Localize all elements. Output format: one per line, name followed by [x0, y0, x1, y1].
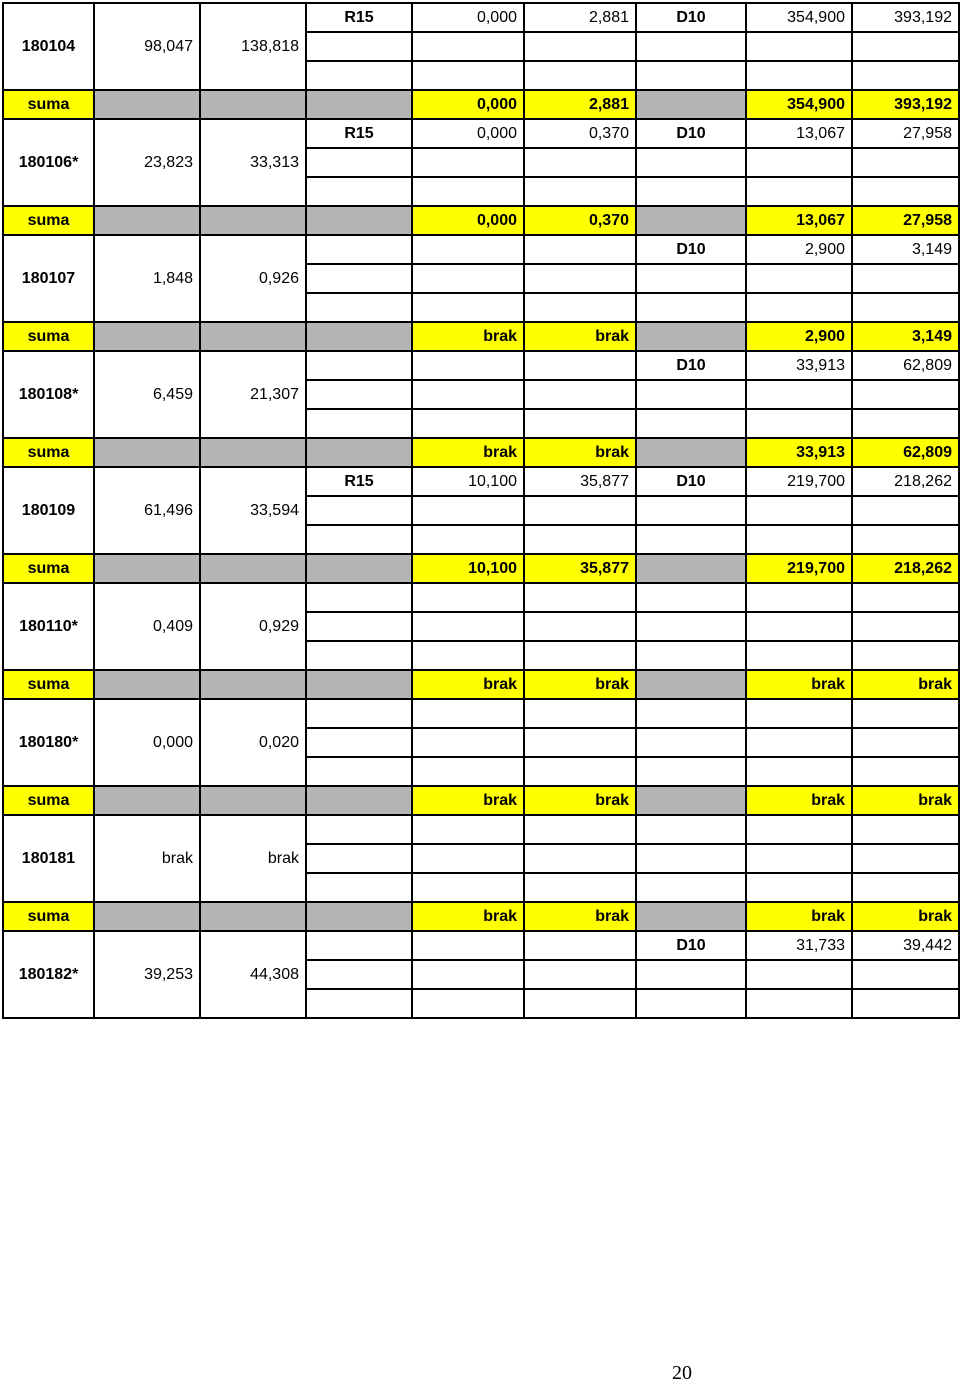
- cell-value: [746, 844, 852, 873]
- suma-value: 2,900: [746, 322, 852, 351]
- value-col2: 98,047: [94, 3, 200, 90]
- cell-value: [412, 61, 524, 90]
- cell-value: [524, 351, 636, 380]
- value-col3: 21,307: [200, 351, 306, 438]
- value-col3: 44,308: [200, 931, 306, 1018]
- suma-value: 0,000: [412, 90, 524, 119]
- suma-row: [3, 322, 959, 351]
- value-col3: 0,020: [200, 699, 306, 786]
- table-row: [3, 235, 959, 264]
- cell-value: [852, 728, 959, 757]
- cell-value: [412, 496, 524, 525]
- cell-value: [524, 32, 636, 61]
- cell-value: [412, 32, 524, 61]
- cell-value: [412, 380, 524, 409]
- suma-value: 13,067: [746, 206, 852, 235]
- suma-gray-cell: [94, 206, 200, 235]
- value-col3: 0,926: [200, 235, 306, 322]
- cell-value: [412, 699, 524, 728]
- process-code-d: [636, 728, 746, 757]
- cell-value: 39,442: [852, 931, 959, 960]
- suma-value: brak: [852, 670, 959, 699]
- cell-value: [412, 525, 524, 554]
- suma-label: suma: [3, 322, 94, 351]
- process-code-d: [636, 612, 746, 641]
- cell-value: [412, 815, 524, 844]
- suma-value: 27,958: [852, 206, 959, 235]
- suma-gray-cell: [94, 786, 200, 815]
- cell-value: [524, 641, 636, 670]
- cell-value: [746, 525, 852, 554]
- process-code-r: [306, 380, 412, 409]
- suma-row: [3, 206, 959, 235]
- process-code-d: [636, 496, 746, 525]
- process-code-d: [636, 757, 746, 786]
- cell-value: 218,262: [852, 467, 959, 496]
- process-code-r: [306, 757, 412, 786]
- cell-value: [746, 293, 852, 322]
- cell-value: [746, 148, 852, 177]
- suma-gray-cell: [636, 902, 746, 931]
- process-code-d: D10: [636, 931, 746, 960]
- cell-value: 27,958: [852, 119, 959, 148]
- cell-value: [412, 641, 524, 670]
- cell-value: [412, 293, 524, 322]
- process-code-d: D10: [636, 351, 746, 380]
- suma-gray-cell: [306, 206, 412, 235]
- process-code-r: [306, 612, 412, 641]
- cell-value: [412, 757, 524, 786]
- cell-value: 13,067: [746, 119, 852, 148]
- cell-value: [412, 177, 524, 206]
- process-code-r: [306, 641, 412, 670]
- suma-value: brak: [746, 670, 852, 699]
- cell-value: [524, 612, 636, 641]
- cell-value: 0,000: [412, 119, 524, 148]
- cell-value: [852, 409, 959, 438]
- cell-value: 354,900: [746, 3, 852, 32]
- suma-value: 62,809: [852, 438, 959, 467]
- process-code-r: [306, 496, 412, 525]
- process-code-r: [306, 728, 412, 757]
- process-code-r: [306, 32, 412, 61]
- suma-value: brak: [412, 438, 524, 467]
- cell-value: [524, 409, 636, 438]
- table-row: [3, 931, 959, 960]
- suma-gray-cell: [306, 670, 412, 699]
- suma-value: 10,100: [412, 554, 524, 583]
- process-code-r: R15: [306, 119, 412, 148]
- cell-value: [524, 380, 636, 409]
- process-code-d: [636, 148, 746, 177]
- suma-row: [3, 902, 959, 931]
- process-code-d: D10: [636, 119, 746, 148]
- suma-value: brak: [852, 902, 959, 931]
- cell-value: 393,192: [852, 3, 959, 32]
- process-code-d: [636, 960, 746, 989]
- suma-label: suma: [3, 902, 94, 931]
- suma-label: suma: [3, 438, 94, 467]
- cell-value: [412, 264, 524, 293]
- suma-value: 0,370: [524, 206, 636, 235]
- cell-value: [852, 496, 959, 525]
- suma-gray-cell: [200, 206, 306, 235]
- waste-code: 180181: [3, 815, 94, 902]
- process-code-d: [636, 61, 746, 90]
- suma-value: brak: [412, 670, 524, 699]
- suma-gray-cell: [200, 322, 306, 351]
- table-row: [3, 815, 959, 844]
- cell-value: [746, 612, 852, 641]
- suma-value: brak: [412, 322, 524, 351]
- process-code-d: [636, 409, 746, 438]
- suma-row: [3, 554, 959, 583]
- process-code-r: [306, 844, 412, 873]
- cell-value: [852, 380, 959, 409]
- value-col3: brak: [200, 815, 306, 902]
- cell-value: [746, 409, 852, 438]
- cell-value: [852, 815, 959, 844]
- suma-value: 33,913: [746, 438, 852, 467]
- suma-value: brak: [412, 786, 524, 815]
- value-col3: 33,313: [200, 119, 306, 206]
- process-code-d: [636, 264, 746, 293]
- page-number: 20: [672, 1362, 692, 1384]
- process-code-r: [306, 293, 412, 322]
- suma-gray-cell: [200, 90, 306, 119]
- cell-value: [852, 583, 959, 612]
- process-code-r: [306, 61, 412, 90]
- cell-value: [746, 960, 852, 989]
- suma-gray-cell: [200, 670, 306, 699]
- cell-value: [746, 61, 852, 90]
- process-code-d: [636, 32, 746, 61]
- process-code-r: [306, 351, 412, 380]
- cell-value: [524, 235, 636, 264]
- cell-value: [412, 583, 524, 612]
- cell-value: [412, 612, 524, 641]
- cell-value: [852, 960, 959, 989]
- cell-value: [852, 177, 959, 206]
- value-col3: 33,594: [200, 467, 306, 554]
- suma-gray-cell: [306, 554, 412, 583]
- suma-gray-cell: [636, 90, 746, 119]
- waste-code: 180108*: [3, 351, 94, 438]
- process-code-d: D10: [636, 3, 746, 32]
- suma-gray-cell: [306, 90, 412, 119]
- cell-value: [852, 699, 959, 728]
- value-col2: 39,253: [94, 931, 200, 1018]
- waste-table: [2, 2, 960, 1019]
- process-code-d: D10: [636, 467, 746, 496]
- cell-value: [524, 873, 636, 902]
- suma-gray-cell: [306, 786, 412, 815]
- value-col2: brak: [94, 815, 200, 902]
- process-code-d: [636, 873, 746, 902]
- cell-value: [524, 844, 636, 873]
- suma-gray-cell: [200, 786, 306, 815]
- process-code-d: [636, 525, 746, 554]
- cell-value: [412, 235, 524, 264]
- suma-value: brak: [746, 786, 852, 815]
- cell-value: [852, 61, 959, 90]
- cell-value: 2,900: [746, 235, 852, 264]
- cell-value: [852, 32, 959, 61]
- value-col2: 1,848: [94, 235, 200, 322]
- suma-gray-cell: [636, 438, 746, 467]
- value-col3: 138,818: [200, 3, 306, 90]
- cell-value: [852, 844, 959, 873]
- process-code-r: [306, 409, 412, 438]
- suma-value: 3,149: [852, 322, 959, 351]
- cell-value: [852, 612, 959, 641]
- table-row: [3, 3, 959, 32]
- suma-value: 2,881: [524, 90, 636, 119]
- cell-value: [524, 815, 636, 844]
- process-code-r: [306, 264, 412, 293]
- cell-value: [412, 989, 524, 1018]
- suma-label: suma: [3, 786, 94, 815]
- waste-code: 180106*: [3, 119, 94, 206]
- value-col2: 23,823: [94, 119, 200, 206]
- process-code-r: [306, 525, 412, 554]
- cell-value: [852, 264, 959, 293]
- cell-value: [524, 61, 636, 90]
- cell-value: [746, 641, 852, 670]
- waste-code: 180109: [3, 467, 94, 554]
- cell-value: [746, 177, 852, 206]
- cell-value: [412, 351, 524, 380]
- process-code-r: [306, 989, 412, 1018]
- value-col3: 0,929: [200, 583, 306, 670]
- cell-value: [746, 380, 852, 409]
- suma-gray-cell: [200, 902, 306, 931]
- suma-label: suma: [3, 670, 94, 699]
- waste-code: 180180*: [3, 699, 94, 786]
- suma-value: brak: [524, 786, 636, 815]
- process-code-d: [636, 844, 746, 873]
- cell-value: 0,370: [524, 119, 636, 148]
- cell-value: [412, 873, 524, 902]
- waste-code: 180107: [3, 235, 94, 322]
- cell-value: [852, 148, 959, 177]
- process-code-d: [636, 380, 746, 409]
- cell-value: [746, 583, 852, 612]
- cell-value: 62,809: [852, 351, 959, 380]
- cell-value: [524, 525, 636, 554]
- suma-value: brak: [524, 670, 636, 699]
- suma-gray-cell: [94, 554, 200, 583]
- cell-value: [524, 293, 636, 322]
- suma-gray-cell: [306, 438, 412, 467]
- process-code-d: [636, 989, 746, 1018]
- suma-gray-cell: [94, 90, 200, 119]
- suma-value: 218,262: [852, 554, 959, 583]
- cell-value: [524, 989, 636, 1018]
- cell-value: [524, 931, 636, 960]
- table-row: [3, 583, 959, 612]
- cell-value: [524, 960, 636, 989]
- process-code-r: [306, 235, 412, 264]
- cell-value: [852, 293, 959, 322]
- process-code-d: [636, 177, 746, 206]
- value-col2: 0,409: [94, 583, 200, 670]
- cell-value: 3,149: [852, 235, 959, 264]
- suma-gray-cell: [94, 438, 200, 467]
- suma-gray-cell: [306, 322, 412, 351]
- waste-code: 180182*: [3, 931, 94, 1018]
- cell-value: [852, 873, 959, 902]
- suma-gray-cell: [200, 554, 306, 583]
- suma-value: brak: [852, 786, 959, 815]
- suma-value: 219,700: [746, 554, 852, 583]
- process-code-r: R15: [306, 3, 412, 32]
- cell-value: [412, 148, 524, 177]
- table-row: [3, 699, 959, 728]
- suma-value: brak: [524, 322, 636, 351]
- cell-value: [524, 264, 636, 293]
- suma-value: brak: [746, 902, 852, 931]
- suma-row: [3, 90, 959, 119]
- suma-gray-cell: [636, 670, 746, 699]
- table-row: [3, 467, 959, 496]
- process-code-r: [306, 931, 412, 960]
- waste-code: 180104: [3, 3, 94, 90]
- cell-value: 10,100: [412, 467, 524, 496]
- process-code-d: [636, 641, 746, 670]
- suma-gray-cell: [94, 670, 200, 699]
- value-col2: 6,459: [94, 351, 200, 438]
- cell-value: 35,877: [524, 467, 636, 496]
- cell-value: 2,881: [524, 3, 636, 32]
- suma-value: brak: [524, 902, 636, 931]
- process-code-d: [636, 583, 746, 612]
- cell-value: [852, 641, 959, 670]
- suma-gray-cell: [636, 554, 746, 583]
- suma-value: brak: [412, 902, 524, 931]
- value-col2: 61,496: [94, 467, 200, 554]
- process-code-d: [636, 815, 746, 844]
- cell-value: [412, 960, 524, 989]
- cell-value: 0,000: [412, 3, 524, 32]
- cell-value: 31,733: [746, 931, 852, 960]
- suma-gray-cell: [94, 322, 200, 351]
- suma-value: brak: [524, 438, 636, 467]
- cell-value: [412, 728, 524, 757]
- suma-label: suma: [3, 206, 94, 235]
- suma-gray-cell: [200, 438, 306, 467]
- cell-value: [524, 699, 636, 728]
- cell-value: [852, 525, 959, 554]
- table-row: [3, 119, 959, 148]
- cell-value: [524, 728, 636, 757]
- suma-value: 35,877: [524, 554, 636, 583]
- cell-value: [524, 757, 636, 786]
- process-code-d: [636, 699, 746, 728]
- suma-row: [3, 438, 959, 467]
- cell-value: [524, 583, 636, 612]
- suma-gray-cell: [636, 786, 746, 815]
- cell-value: [746, 989, 852, 1018]
- cell-value: [524, 496, 636, 525]
- suma-label: suma: [3, 554, 94, 583]
- suma-value: 393,192: [852, 90, 959, 119]
- cell-value: [746, 728, 852, 757]
- process-code-d: [636, 293, 746, 322]
- cell-value: 33,913: [746, 351, 852, 380]
- cell-value: [746, 32, 852, 61]
- cell-value: [746, 496, 852, 525]
- process-code-d: D10: [636, 235, 746, 264]
- value-col2: 0,000: [94, 699, 200, 786]
- process-code-r: [306, 873, 412, 902]
- suma-row: [3, 786, 959, 815]
- cell-value: [524, 148, 636, 177]
- suma-gray-cell: [636, 206, 746, 235]
- cell-value: [746, 699, 852, 728]
- suma-gray-cell: [306, 902, 412, 931]
- suma-value: 354,900: [746, 90, 852, 119]
- suma-label: suma: [3, 90, 94, 119]
- suma-gray-cell: [94, 902, 200, 931]
- process-code-r: [306, 148, 412, 177]
- suma-gray-cell: [636, 322, 746, 351]
- cell-value: 219,700: [746, 467, 852, 496]
- process-code-r: [306, 583, 412, 612]
- cell-value: [852, 989, 959, 1018]
- cell-value: [524, 177, 636, 206]
- suma-row: [3, 670, 959, 699]
- table-row: [3, 351, 959, 380]
- process-code-r: [306, 960, 412, 989]
- cell-value: [412, 409, 524, 438]
- cell-value: [746, 873, 852, 902]
- process-code-r: [306, 699, 412, 728]
- cell-value: [746, 815, 852, 844]
- cell-value: [746, 264, 852, 293]
- waste-code: 180110*: [3, 583, 94, 670]
- process-code-r: [306, 177, 412, 206]
- process-code-r: R15: [306, 467, 412, 496]
- cell-value: [412, 844, 524, 873]
- process-code-r: [306, 815, 412, 844]
- cell-value: [746, 757, 852, 786]
- cell-value: [412, 931, 524, 960]
- cell-value: [852, 757, 959, 786]
- suma-value: 0,000: [412, 206, 524, 235]
